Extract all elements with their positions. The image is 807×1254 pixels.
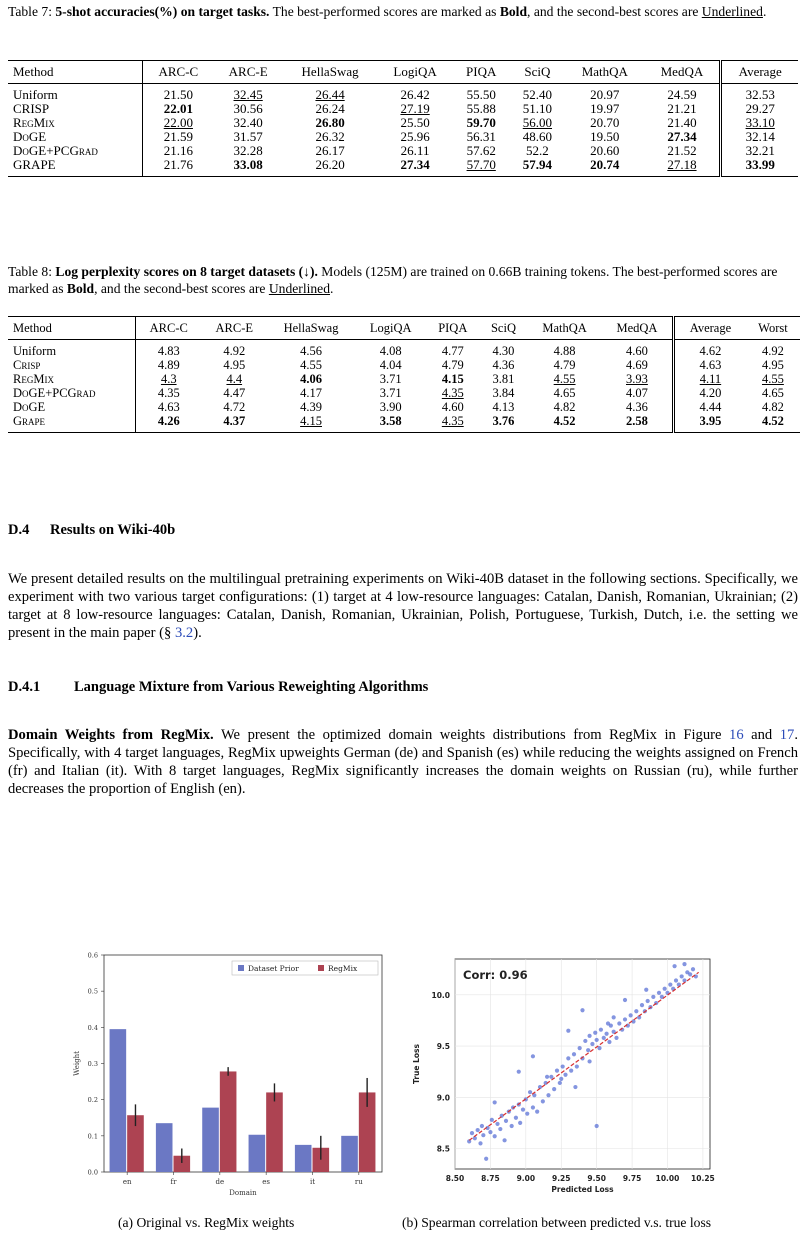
bar-regmix xyxy=(220,1071,237,1172)
score-cell: 21.40 xyxy=(644,116,720,130)
table-row xyxy=(8,102,798,116)
scatter-point xyxy=(559,1077,563,1081)
column-header: ARC-C xyxy=(143,61,214,84)
score-cell: 4.65 xyxy=(761,386,784,400)
column-header: MedQA xyxy=(644,61,720,84)
score-cell: 26.44 xyxy=(315,87,345,102)
score-cell: 27.34 xyxy=(377,158,452,177)
score-cell: 4.65 xyxy=(553,386,576,400)
score-cell: 32.53 xyxy=(745,87,775,102)
score-cell: 4.36 xyxy=(492,358,515,372)
chart-legend xyxy=(232,961,378,975)
score-cell: 4.55 xyxy=(761,372,784,386)
column-header: SciQ xyxy=(510,61,565,84)
score-cell: 3.71 xyxy=(379,372,402,386)
score-cell: 4.07 xyxy=(602,386,674,400)
scatter-point xyxy=(495,1122,499,1126)
column-header: MathQA xyxy=(565,61,644,84)
score-cell: 4.17 xyxy=(300,386,322,400)
score-cell: 25.96 xyxy=(400,129,430,144)
table-row xyxy=(8,116,798,130)
scatter-point xyxy=(569,1069,573,1073)
scatter-point xyxy=(525,1112,529,1116)
scatter-point xyxy=(563,1073,567,1077)
score-cell: 4.77 xyxy=(441,344,464,358)
scatter-point xyxy=(573,1085,577,1089)
y-tick-label: 10.0 xyxy=(431,990,450,1000)
score-cell: 29.27 xyxy=(745,101,775,116)
score-cell: 4.79 xyxy=(441,358,464,372)
method-name: Crisp xyxy=(8,358,135,372)
column-header: PIQA xyxy=(453,61,510,84)
score-cell: 26.80 xyxy=(315,115,345,130)
scatter-point xyxy=(640,1003,644,1007)
column-header: MedQA xyxy=(602,317,674,340)
score-cell: 3.93 xyxy=(602,372,674,386)
y-tick-label: 0.4 xyxy=(87,1023,98,1032)
score-cell: 4.60 xyxy=(602,340,674,359)
scatter-point xyxy=(688,972,692,976)
scatter-point xyxy=(674,978,678,982)
y-axis-label: Weight xyxy=(73,1051,81,1076)
score-cell: 4.35 xyxy=(426,414,480,433)
score-cell: 21.16 xyxy=(163,143,193,158)
y-tick-label: 9.5 xyxy=(436,1042,450,1052)
scatter-point xyxy=(672,964,676,968)
y-tick-label: 0.2 xyxy=(87,1096,98,1105)
score-cell: 4.72 xyxy=(223,400,246,414)
paragraph-lead: Domain Weights from RegMix. xyxy=(8,727,214,743)
scatter-point xyxy=(518,1121,522,1125)
table-row xyxy=(8,340,800,359)
scatter-point xyxy=(498,1127,502,1131)
score-cell: 24.59 xyxy=(644,84,720,103)
method-name: RegMix xyxy=(8,372,135,386)
score-cell: 4.47 xyxy=(223,386,246,400)
correlation-annotation: Corr: 0.96 xyxy=(463,968,528,982)
method-name: Uniform xyxy=(8,84,143,103)
score-cell: 26.42 xyxy=(400,87,430,102)
scatter-point xyxy=(493,1134,497,1138)
legend-swatch xyxy=(238,965,244,971)
score-cell: 26.32 xyxy=(315,129,345,144)
figure-a-caption: (a) Original vs. RegMix weights xyxy=(118,1215,295,1230)
table8-header-row xyxy=(8,317,800,340)
scatter-point xyxy=(566,1056,570,1060)
score-cell: 3.71 xyxy=(379,386,402,400)
score-cell: 4.35 xyxy=(157,386,180,400)
score-cell: 32.40 xyxy=(233,115,263,130)
legend-swatch xyxy=(318,965,324,971)
table-row xyxy=(8,84,798,103)
column-header: Average xyxy=(674,317,746,340)
method-name: CRISP xyxy=(8,102,143,116)
scatter-point xyxy=(578,1046,582,1050)
score-cell: 21.50 xyxy=(163,87,193,102)
scatter-point xyxy=(545,1075,549,1079)
score-cell: 4.06 xyxy=(300,372,322,386)
x-tick-label: it xyxy=(309,1178,316,1186)
bar-dataset-prior xyxy=(341,1136,358,1172)
scatter-point xyxy=(572,1052,576,1056)
method-name: DoGE+PCGrad xyxy=(8,144,143,158)
scatter-point xyxy=(531,1105,535,1109)
score-cell: 4.62 xyxy=(699,344,722,358)
score-cell: 57.62 xyxy=(466,143,496,158)
y-tick-label: 0.5 xyxy=(87,987,98,996)
score-cell: 4.04 xyxy=(379,358,402,372)
method-name: DoGE xyxy=(8,400,135,414)
score-cell: 4.60 xyxy=(441,400,464,414)
bar-dataset-prior xyxy=(110,1029,127,1172)
score-cell: 59.70 xyxy=(466,115,496,130)
method-name: DoGE xyxy=(8,130,143,144)
score-cell: 4.63 xyxy=(157,400,180,414)
scatter-point xyxy=(480,1124,484,1128)
scatter-point xyxy=(602,1036,606,1040)
column-header: Average xyxy=(721,61,798,84)
section-link[interactable]: 3.2 xyxy=(174,625,194,641)
column-header: Worst xyxy=(746,317,800,340)
score-cell: 51.10 xyxy=(522,101,553,116)
score-cell: 3.58 xyxy=(355,414,426,433)
score-cell: 4.44 xyxy=(699,400,722,414)
column-header: LogiQA xyxy=(355,317,426,340)
score-cell: 27.19 xyxy=(400,101,430,116)
scatter-point xyxy=(629,1013,633,1017)
x-tick-label: 10.25 xyxy=(691,1174,715,1183)
scatter-point xyxy=(657,991,661,995)
scatter-point xyxy=(493,1100,497,1104)
score-cell: 22.00 xyxy=(163,115,193,130)
score-cell: 56.31 xyxy=(466,129,496,144)
score-cell: 55.50 xyxy=(466,87,496,102)
score-cell: 22.01 xyxy=(163,101,193,116)
column-header: HellaSwag xyxy=(267,317,356,340)
scatter-point xyxy=(514,1116,518,1120)
score-cell: 4.63 xyxy=(699,358,722,372)
x-axis-label: Predicted Loss xyxy=(551,1185,614,1194)
plot-frame xyxy=(104,955,382,1172)
scatter-point xyxy=(612,1015,616,1019)
scatter-point xyxy=(546,1093,550,1097)
x-axis-label: Domain xyxy=(229,1189,257,1197)
score-cell: 4.92 xyxy=(761,344,784,358)
figure-b-caption: (b) Spearman correlation between predicted v.s. true loss xyxy=(402,1215,712,1230)
score-cell: 4.3 xyxy=(160,372,177,386)
score-cell: 4.20 xyxy=(699,386,722,400)
scatter-point xyxy=(617,1021,621,1025)
score-cell: 4.15 xyxy=(267,414,356,433)
score-cell: 20.60 xyxy=(590,143,620,158)
score-cell: 33.99 xyxy=(721,158,798,177)
section-heading-d41: D.4.1 Language Mixture from Various Reweighting Algorithms xyxy=(8,679,429,695)
score-cell: 4.89 xyxy=(157,358,180,372)
scatter-point xyxy=(586,1048,590,1052)
column-header: Method xyxy=(8,61,143,84)
score-cell: 4.88 xyxy=(553,344,576,358)
column-header: SciQ xyxy=(480,317,528,340)
method-name: GRAPE xyxy=(8,158,143,177)
column-header: HellaSwag xyxy=(283,61,378,84)
section-heading-d4: D.4 Results on Wiki-40b xyxy=(8,522,176,538)
scatter-point xyxy=(634,1009,638,1013)
score-cell: 4.52 xyxy=(527,414,601,433)
scatter-point xyxy=(575,1064,579,1068)
table7-header-row xyxy=(8,61,798,84)
score-cell: 4.35 xyxy=(441,386,464,400)
y-tick-label: 0.0 xyxy=(87,1168,98,1177)
scatter-point xyxy=(517,1070,521,1074)
table-row xyxy=(8,158,798,177)
x-tick-label: 10.00 xyxy=(655,1174,680,1183)
score-cell: 4.11 xyxy=(699,372,722,386)
scatter-point xyxy=(587,1059,591,1063)
score-cell: 4.95 xyxy=(223,358,246,372)
scatter-point xyxy=(484,1157,488,1161)
score-cell: 20.70 xyxy=(590,115,620,130)
bar-dataset-prior xyxy=(249,1135,266,1172)
scatter-point xyxy=(583,1039,587,1043)
scatter-point xyxy=(566,1029,570,1033)
bar-regmix xyxy=(266,1092,283,1172)
legend-label: Dataset Prior xyxy=(248,964,299,973)
scatter-point xyxy=(528,1090,532,1094)
x-tick-label: 9.50 xyxy=(587,1174,606,1183)
column-header: ARC-E xyxy=(214,61,283,84)
scatter-point xyxy=(478,1141,482,1145)
scatter-point xyxy=(682,962,686,966)
score-cell: 4.83 xyxy=(157,344,180,358)
paragraph-regmix: Domain Weights from RegMix. We present the optimized domain weights distributions from RegMix in Figure 16 and 17. Specifically, with 4 target languages, RegMix upweights German (de) and Spanish (es) while reducing the weights assigned on French (fr) and Italian (it). With 8 target languages, RegMix significantly increases the domain weights on Russian (ru), while further decreases the proportion of English (en). xyxy=(8,727,798,797)
score-cell: 3.81 xyxy=(492,372,515,386)
score-cell: 2.58 xyxy=(602,414,674,433)
table8 xyxy=(8,316,800,433)
score-cell: 20.97 xyxy=(590,87,620,102)
score-cell: 4.08 xyxy=(379,344,402,358)
y-tick-label: 0.6 xyxy=(87,951,98,960)
table-row xyxy=(8,414,800,433)
bar-dataset-prior xyxy=(295,1145,312,1172)
scatter-point xyxy=(606,1021,610,1025)
scatter-point xyxy=(470,1131,474,1135)
y-tick-label: 9.0 xyxy=(436,1093,450,1103)
score-cell: 3.90 xyxy=(379,400,402,414)
scatter-point xyxy=(488,1130,492,1134)
table7-title: 5-shot accuracies(%) on target tasks. xyxy=(55,4,270,19)
scatter-point xyxy=(555,1069,559,1073)
table-row xyxy=(8,358,800,372)
scatter-point xyxy=(510,1124,514,1128)
score-cell: 4.82 xyxy=(761,400,784,414)
score-cell: 25.50 xyxy=(400,115,430,130)
score-cell: 3.84 xyxy=(492,386,515,400)
x-tick-label: 8.75 xyxy=(481,1174,500,1183)
score-cell: 21.52 xyxy=(644,144,720,158)
score-cell: 3.76 xyxy=(480,414,528,433)
scatter-point xyxy=(614,1036,618,1040)
score-cell: 4.39 xyxy=(300,400,322,414)
scatter-point xyxy=(595,1038,599,1042)
score-cell: 26.17 xyxy=(315,143,345,158)
score-cell: 26.24 xyxy=(315,101,345,116)
score-cell: 21.76 xyxy=(143,158,214,177)
score-cell: 31.57 xyxy=(233,129,263,144)
x-tick-label: 9.25 xyxy=(551,1174,571,1183)
scatter-point xyxy=(549,1075,553,1079)
scatter-point xyxy=(502,1138,506,1142)
loss-correlation-scatter xyxy=(405,955,725,1205)
scatter-point xyxy=(663,987,667,991)
y-tick-label: 0.1 xyxy=(87,1132,98,1141)
score-cell: 4.56 xyxy=(300,344,322,358)
score-cell: 4.55 xyxy=(553,372,576,386)
scatter-point xyxy=(604,1032,608,1036)
table7 xyxy=(8,60,798,177)
score-cell: 4.13 xyxy=(492,400,515,414)
method-name: Uniform xyxy=(8,340,135,359)
x-tick-label: 9.00 xyxy=(516,1174,536,1183)
figure-link-16[interactable]: 16 xyxy=(729,727,744,743)
column-header: ARC-E xyxy=(202,317,267,340)
score-cell: 4.92 xyxy=(223,344,246,358)
score-cell: 32.21 xyxy=(745,143,775,158)
scatter-point xyxy=(691,967,695,971)
table8-title: Log perplexity scores on 8 target datasets (↓). xyxy=(55,264,318,279)
scatter-point xyxy=(561,1064,565,1068)
score-cell: 4.52 xyxy=(746,414,800,433)
score-cell: 33.08 xyxy=(214,158,283,177)
method-name: Grape xyxy=(8,414,135,433)
score-cell: 4.26 xyxy=(135,414,202,433)
x-tick-label: es xyxy=(262,1178,271,1186)
paragraph-wiki40b: We present detailed results on the multilingual pretraining experiments on Wiki-40B dataset in the following sections. Specifically, we experiment with two various target configurations: (1) target at 4 low-resource languages: Catalan, Danish, Romanian, Ukrainian; (2) target at 8 low-resource languages: Catalan, Danish, Romanian, Ukrainian, Polish, Portuguese, Turkish, Dutch, i.e. the setting we present in the main paper (§ 3.2). xyxy=(8,571,798,641)
scatter-point xyxy=(481,1133,485,1137)
x-tick-label: de xyxy=(215,1178,225,1186)
column-header: LogiQA xyxy=(377,61,452,84)
method-name: DoGE+PCGrad xyxy=(8,386,135,400)
scatter-point xyxy=(476,1128,480,1132)
table8-caption: Table 8: Log perplexity scores on 8 target datasets (↓). Models (125M) are trained on 0.66B training tokens. The best-performed scores are marked as Bold, and the second-best scores are Underlined. xyxy=(8,264,778,296)
scatter-point xyxy=(531,1054,535,1058)
score-cell: 4.4 xyxy=(226,372,243,386)
table-row xyxy=(8,144,798,158)
regmix-weights-bar-chart xyxy=(70,950,390,1205)
score-cell: 27.34 xyxy=(644,130,720,144)
scatter-point xyxy=(651,995,655,999)
scatter-point xyxy=(623,998,627,1002)
x-tick-label: ru xyxy=(354,1178,363,1186)
score-cell: 57.94 xyxy=(510,158,565,177)
table-row xyxy=(8,386,800,400)
score-cell: 21.21 xyxy=(644,102,720,116)
scatter-point xyxy=(580,1008,584,1012)
score-cell: 56.00 xyxy=(522,115,553,130)
score-cell: 4.95 xyxy=(761,358,784,372)
table-row xyxy=(8,400,800,414)
score-cell: 21.59 xyxy=(163,129,193,144)
scatter-point xyxy=(535,1110,539,1114)
table-row xyxy=(8,372,800,386)
scatter-point xyxy=(623,1017,627,1021)
x-tick-label: fr xyxy=(170,1178,177,1186)
bar-dataset-prior xyxy=(156,1123,173,1172)
scatter-point xyxy=(521,1107,525,1111)
score-cell: 30.56 xyxy=(233,101,263,116)
score-cell: 3.95 xyxy=(674,414,746,433)
scatter-point xyxy=(680,974,684,978)
scatter-point xyxy=(504,1119,508,1123)
score-cell: 4.79 xyxy=(553,358,576,372)
score-cell: 4.82 xyxy=(553,400,576,414)
scatter-point xyxy=(644,988,648,992)
score-cell: 4.36 xyxy=(602,400,674,414)
figure-link-17[interactable]: 17 xyxy=(779,727,795,743)
column-header: MathQA xyxy=(527,317,601,340)
scatter-point xyxy=(646,999,650,1003)
score-cell: 4.30 xyxy=(492,344,515,358)
scatter-point xyxy=(541,1099,545,1103)
scatter-point xyxy=(599,1028,603,1032)
y-axis-label: True Loss xyxy=(412,1044,421,1084)
scatter-point xyxy=(668,983,672,987)
score-cell: 32.28 xyxy=(233,143,263,158)
score-cell: 33.10 xyxy=(745,115,775,130)
score-cell: 26.11 xyxy=(400,143,430,158)
score-cell: 27.18 xyxy=(644,158,720,177)
score-cell: 19.97 xyxy=(590,101,620,116)
x-tick-label: 8.50 xyxy=(445,1174,465,1183)
score-cell: 52.2 xyxy=(526,143,549,158)
score-cell: 55.88 xyxy=(466,101,496,116)
scatter-point xyxy=(587,1034,591,1038)
score-cell: 19.50 xyxy=(590,129,620,144)
scatter-point xyxy=(590,1042,594,1046)
score-cell: 32.45 xyxy=(233,87,263,102)
y-tick-label: 8.5 xyxy=(436,1144,450,1154)
score-cell: 26.20 xyxy=(283,158,378,177)
x-tick-label: 9.75 xyxy=(622,1174,642,1183)
scatter-point xyxy=(558,1081,562,1085)
y-tick-label: 0.3 xyxy=(87,1060,98,1068)
score-cell: 4.15 xyxy=(441,372,464,386)
table7-caption: Table 7: 5-shot accuracies(%) on target tasks. The best-performed scores are marked as Bold, and the second-best scores are Underlined. xyxy=(8,4,767,19)
score-cell: 4.55 xyxy=(300,358,322,372)
score-cell: 20.74 xyxy=(565,158,644,177)
scatter-point xyxy=(595,1124,599,1128)
x-tick-label: en xyxy=(122,1178,132,1186)
column-header: PIQA xyxy=(426,317,480,340)
legend-label: RegMix xyxy=(328,964,358,973)
score-cell: 48.60 xyxy=(522,129,553,144)
score-cell: 57.70 xyxy=(453,158,510,177)
scatter-point xyxy=(607,1040,611,1044)
method-name: RegMix xyxy=(8,116,143,130)
scatter-point xyxy=(490,1118,494,1122)
score-cell: 4.37 xyxy=(202,414,267,433)
column-header: ARC-C xyxy=(135,317,202,340)
table-row xyxy=(8,130,798,144)
score-cell: 32.14 xyxy=(745,129,775,144)
column-header: Method xyxy=(8,317,135,340)
scatter-point xyxy=(593,1031,597,1035)
score-cell: 52.40 xyxy=(522,87,553,102)
bar-dataset-prior xyxy=(202,1108,219,1172)
score-cell: 4.69 xyxy=(602,358,674,372)
scatter-point xyxy=(552,1087,556,1091)
